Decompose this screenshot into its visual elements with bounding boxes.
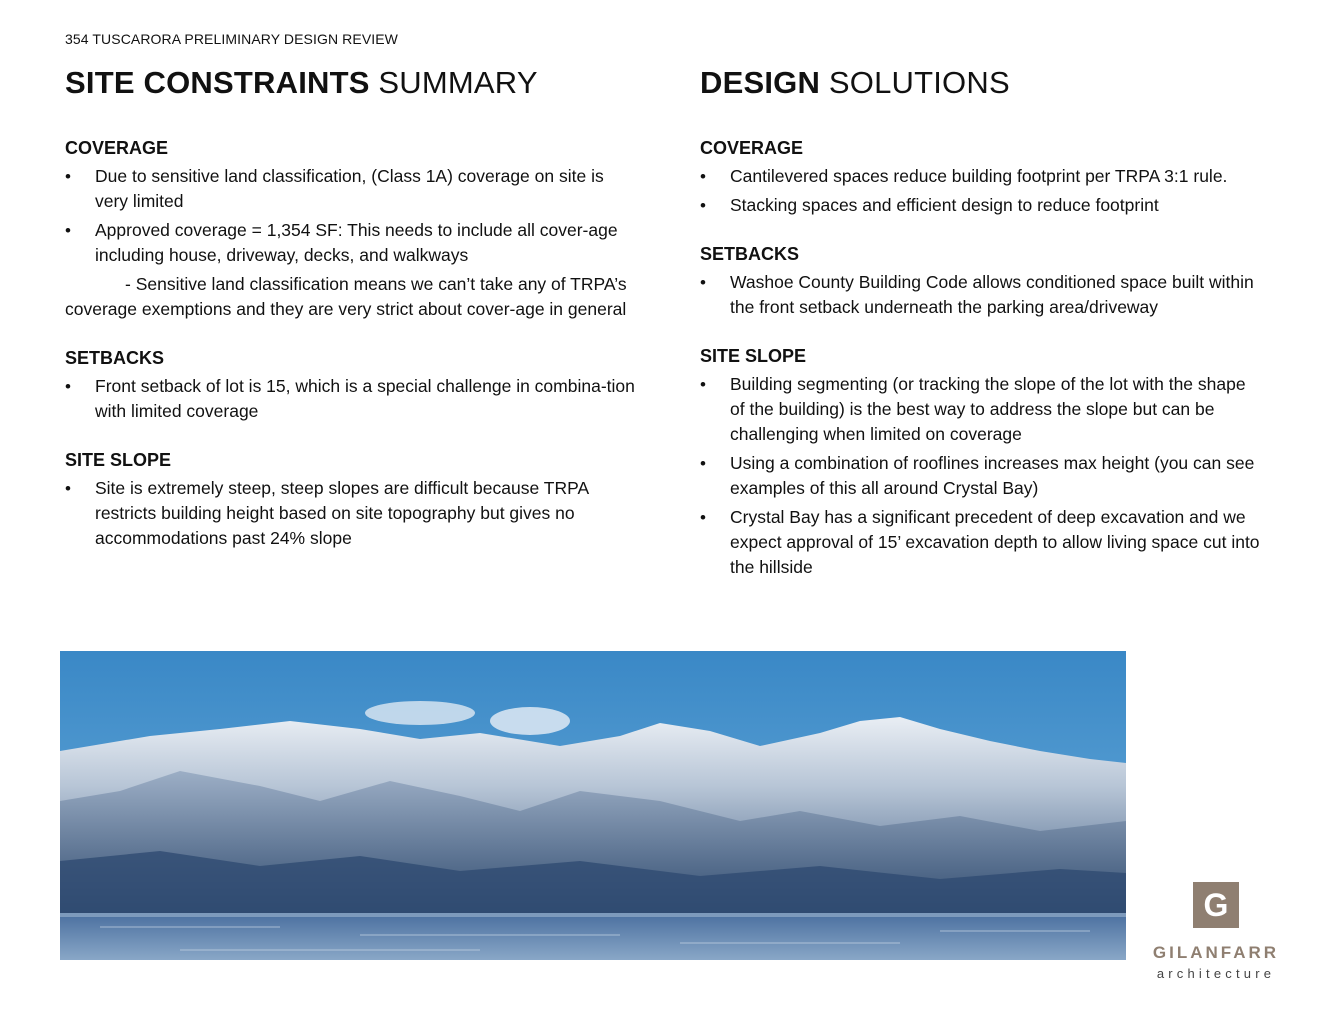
bullet-icon: • [65, 167, 71, 186]
mountain-landscape-image [60, 651, 1126, 960]
bullet-list [65, 476, 635, 551]
list-item-text: Cantilevered spaces reduce building footprint per TRPA 3:1 rule. [730, 166, 1228, 186]
setbacks-section [700, 242, 1260, 320]
site-constraints-column [65, 64, 635, 555]
list-item [700, 505, 1260, 580]
bullet-icon: • [700, 167, 706, 186]
list-item-text: Stacking spaces and efficient design to reduce footprint [730, 195, 1159, 215]
bullet-list [65, 164, 635, 268]
list-item [700, 372, 1260, 447]
coverage-section [65, 136, 635, 322]
logo-name: GILANFARR [1152, 943, 1280, 962]
bullet-icon: • [700, 273, 706, 292]
bullet-icon: • [700, 196, 706, 215]
title-bold: SITE CONSTRAINTS [65, 65, 370, 100]
list-item-text: Washoe County Building Code allows conditioned space built within the front setback underneath the parking area/driveway [730, 272, 1254, 317]
section-heading: SITE SLOPE [700, 346, 807, 366]
list-item-text: Front setback of lot is 15, which is a special challenge in combina-tion with limited coverage [95, 376, 635, 421]
bullet-icon: • [65, 377, 71, 396]
title-regular: SUMMARY [369, 65, 538, 100]
title-bold: DESIGN [700, 65, 821, 100]
site-slope-section [65, 448, 635, 551]
bullet-icon: • [65, 221, 71, 240]
list-item [700, 193, 1260, 218]
site-slope-section [700, 344, 1260, 580]
list-item [700, 164, 1260, 189]
section-heading: SETBACKS [700, 244, 800, 264]
design-solutions-column [700, 64, 1260, 584]
title-regular: SOLUTIONS [820, 65, 1010, 100]
logo-subtitle: architecture [1156, 966, 1276, 981]
coverage-section [700, 136, 1260, 218]
list-item-text: Due to sensitive land classification, (Class 1A) coverage on site is very limited [95, 166, 604, 211]
bullet-list [700, 270, 1260, 320]
bullet-icon: • [700, 375, 706, 394]
list-item-text: Building segmenting (or tracking the slope of the lot with the shape of the building) is the best way to address the slope but can be challenging when limited on coverage [730, 374, 1246, 444]
bullet-list [700, 164, 1260, 218]
logo-mark: G [1193, 882, 1239, 928]
bullet-icon: • [65, 479, 71, 498]
list-item-text: Using a combination of rooflines increases max height (you can see examples of this all around Crystal Bay) [730, 453, 1255, 498]
mountain-lake-photo [60, 651, 1126, 960]
list-item [65, 476, 635, 551]
section-heading: SETBACKS [65, 348, 165, 368]
list-item [65, 164, 635, 214]
gilanfarr-logo [1150, 882, 1282, 992]
design-solutions-title [700, 64, 1260, 102]
bullet-icon: • [700, 508, 706, 527]
list-item [700, 451, 1260, 501]
section-heading: COVERAGE [700, 138, 804, 158]
site-constraints-title [65, 64, 635, 102]
document-header: 354 TUSCARORA PRELIMINARY DESIGN REVIEW [65, 31, 398, 47]
setbacks-section [65, 346, 635, 424]
list-item [65, 218, 635, 268]
section-heading: SITE SLOPE [65, 450, 172, 470]
bullet-list [700, 372, 1260, 580]
bullet-list [65, 374, 635, 424]
bullet-icon: • [700, 454, 706, 473]
section-heading: COVERAGE [65, 138, 169, 158]
list-item-text: Site is extremely steep, steep slopes are difficult because TRPA restricts building height based on site topography but gives no accommodations past 24% slope [95, 478, 589, 548]
list-item [700, 270, 1260, 320]
coverage-note: - Sensitive land classification means we can’t take any of TRPA’s coverage exemptions and they are very strict about cover-age in general [65, 274, 627, 319]
list-item [65, 374, 635, 424]
list-item-text: Approved coverage = 1,354 SF: This needs to include all cover-age including house, driveway, decks, and walkways [95, 220, 618, 265]
list-item-text: Crystal Bay has a significant precedent of deep excavation and we expect approval of 15’ excavation depth to allow living space cut into the hillside [730, 507, 1260, 577]
